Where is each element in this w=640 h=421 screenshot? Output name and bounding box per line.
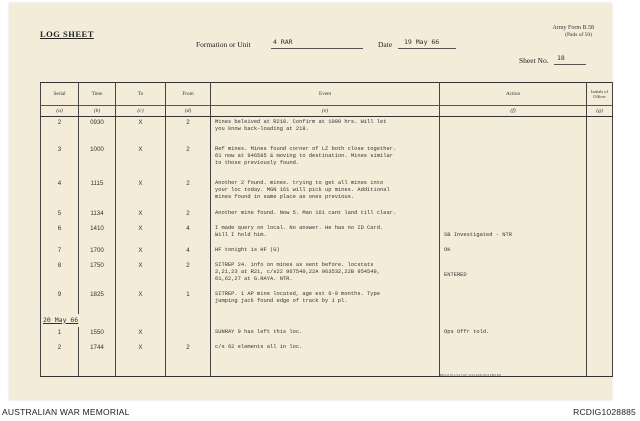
time-cell: 1750 xyxy=(79,260,116,289)
formation-field xyxy=(271,38,363,49)
from-cell: 2 xyxy=(166,260,211,289)
time-cell: 1700 xyxy=(79,245,116,260)
action-cell xyxy=(440,117,587,144)
date-field xyxy=(398,38,456,49)
to-cell: X xyxy=(116,144,166,178)
code-initials: (g) xyxy=(587,106,613,117)
code-action: (f) xyxy=(440,106,587,117)
to-cell: X xyxy=(116,208,166,223)
from-cell: 2 xyxy=(166,342,211,357)
serial-cell: 4 xyxy=(41,178,79,208)
time-cell: 1410 xyxy=(79,223,116,245)
formation-value: 4 RAR xyxy=(273,38,293,46)
action-cell: Ops Offr told. xyxy=(440,327,587,342)
initials-cell xyxy=(587,342,613,357)
sheet-title: LOG SHEET xyxy=(40,29,94,39)
action-cell xyxy=(440,144,587,178)
initials-cell xyxy=(587,260,613,289)
col-event: Event xyxy=(211,83,440,106)
serial-cell: 8 xyxy=(41,260,79,289)
event-cell: SUNRAY 9 has left this loc. xyxy=(211,327,440,342)
serial-cell: 2 xyxy=(41,342,79,357)
to-cell: X xyxy=(116,245,166,260)
pads-note: (Pads of 50) xyxy=(565,32,592,38)
from-cell: 2 xyxy=(166,208,211,223)
col-from: From xyxy=(166,83,211,106)
code-to: (c) xyxy=(116,106,166,117)
to-cell: X xyxy=(116,342,166,357)
time-cell: 1825 xyxy=(79,289,116,314)
action-cell: ENTERED xyxy=(440,260,587,289)
col-initials: Initials of Officer xyxy=(587,83,613,106)
col-serial: Serial xyxy=(41,83,79,106)
time-cell: 1134 xyxy=(79,208,116,223)
to-cell: X xyxy=(116,289,166,314)
log-table xyxy=(40,82,613,377)
date-marker-row xyxy=(41,314,613,327)
table-row xyxy=(41,260,613,289)
table-row xyxy=(41,117,613,144)
initials-cell xyxy=(587,289,613,314)
from-cell: 2 xyxy=(166,117,211,144)
event-cell: I made query on local. No answer. He has no ID Card. Will I hold him. xyxy=(211,223,440,245)
date-value: 19 May 66 xyxy=(404,38,440,46)
action-cell xyxy=(440,178,587,208)
to-cell: X xyxy=(116,260,166,289)
sheet-number-label: Sheet No. xyxy=(519,56,549,65)
log-table-body xyxy=(41,117,613,377)
col-time: Time xyxy=(79,83,116,106)
code-serial: (a) xyxy=(41,106,79,117)
initials-cell xyxy=(587,327,613,342)
initials-cell xyxy=(587,208,613,223)
initials-cell xyxy=(587,144,613,178)
serial-cell: 7 xyxy=(41,245,79,260)
event-cell: SITREP. 1 AP mine located, age est 6-9 months. Type jumping jack found edge of track by 1 pl. xyxy=(211,289,440,314)
initials-cell xyxy=(587,223,613,245)
code-from: (d) xyxy=(166,106,211,117)
time-cell: 0930 xyxy=(79,117,116,144)
log-sheet-page xyxy=(9,3,612,400)
formation-label: Formation or Unit xyxy=(196,40,251,49)
table-row xyxy=(41,144,613,178)
table-row xyxy=(41,208,613,223)
action-cell xyxy=(440,289,587,314)
action-cell: OK xyxy=(440,245,587,260)
action-cell xyxy=(440,208,587,223)
col-action: Action xyxy=(440,83,587,106)
table-row xyxy=(41,342,613,357)
table-row xyxy=(41,327,613,342)
archive-watermark-right: RCDIG1028885 xyxy=(573,407,636,417)
initials-cell xyxy=(587,117,613,144)
time-cell: 1115 xyxy=(79,178,116,208)
serial-cell: 5 xyxy=(41,208,79,223)
from-cell: 4 xyxy=(166,245,211,260)
code-event: (e) xyxy=(211,106,440,117)
col-to: To xyxy=(116,83,166,106)
table-row xyxy=(41,223,613,245)
serial-cell: 6 xyxy=(41,223,79,245)
serial-cell: 3 xyxy=(41,144,79,178)
time-cell: 1000 xyxy=(79,144,116,178)
date-label: Date xyxy=(378,40,393,49)
event-cell: Another mine found. Now 5. Man 161 cant land till clear. xyxy=(211,208,440,223)
column-header-row xyxy=(41,83,613,106)
event-cell: Mines beleived at R218. Confirm at 1000 hrs. Will let you know back-loading at 218. xyxy=(211,117,440,144)
from-cell: 4 xyxy=(166,223,211,245)
sheet-number-value: 18 xyxy=(557,54,565,62)
to-cell: X xyxy=(116,178,166,208)
time-cell: 1550 xyxy=(79,327,116,342)
serial-cell: 2 xyxy=(41,117,79,144)
time-cell: 1744 xyxy=(79,342,116,357)
to-cell: X xyxy=(116,223,166,245)
print-code: BK11176 1/54 3107 1156 Pads 85/4 FRS 8/6 xyxy=(440,373,502,377)
code-time: (b) xyxy=(79,106,116,117)
from-cell: 1 xyxy=(166,289,211,314)
from-cell: 2 xyxy=(166,178,211,208)
sheet-number-field xyxy=(554,54,586,65)
to-cell: X xyxy=(116,117,166,144)
serial-cell: 9 xyxy=(41,289,79,314)
action-cell: SB Investigated - NTR xyxy=(440,223,587,245)
event-cell: Ref mines. Mines found corner of LZ both close together. 61 now at 946585 & moving to destination. Mines similar to those previously found. xyxy=(211,144,440,178)
event-cell: Another 2 found. mines. trying to get all mines into your loc today. MGN 161 will pick up mines. Additional mines found in same place as ones previous. xyxy=(211,178,440,208)
table-filler-row xyxy=(41,357,613,377)
initials-cell xyxy=(587,178,613,208)
archive-watermark-left: AUSTRALIAN WAR MEMORIAL xyxy=(2,407,130,417)
serial-cell: 1 xyxy=(41,327,79,342)
table-row xyxy=(41,289,613,314)
table-row xyxy=(41,245,613,260)
date-marker: 20 May 66 xyxy=(43,315,79,324)
event-cell: HF tonight is HF (G) xyxy=(211,245,440,260)
army-form-number: Army Form B.58 xyxy=(552,25,594,31)
from-cell xyxy=(166,327,211,342)
initials-cell xyxy=(587,245,613,260)
column-code-row xyxy=(41,106,613,117)
action-cell xyxy=(440,342,587,357)
to-cell: X xyxy=(116,327,166,342)
event-cell: c/s 62 elements all in loc. xyxy=(211,342,440,357)
from-cell: 2 xyxy=(166,144,211,178)
event-cell: SITREP 24. info on mines as sent before. locstats 2,21,23 at R21, c/s22 967540,22A 963532,22B 954549, 61,62,27 at G.RAYA. NTR. xyxy=(211,260,440,289)
table-row xyxy=(41,178,613,208)
